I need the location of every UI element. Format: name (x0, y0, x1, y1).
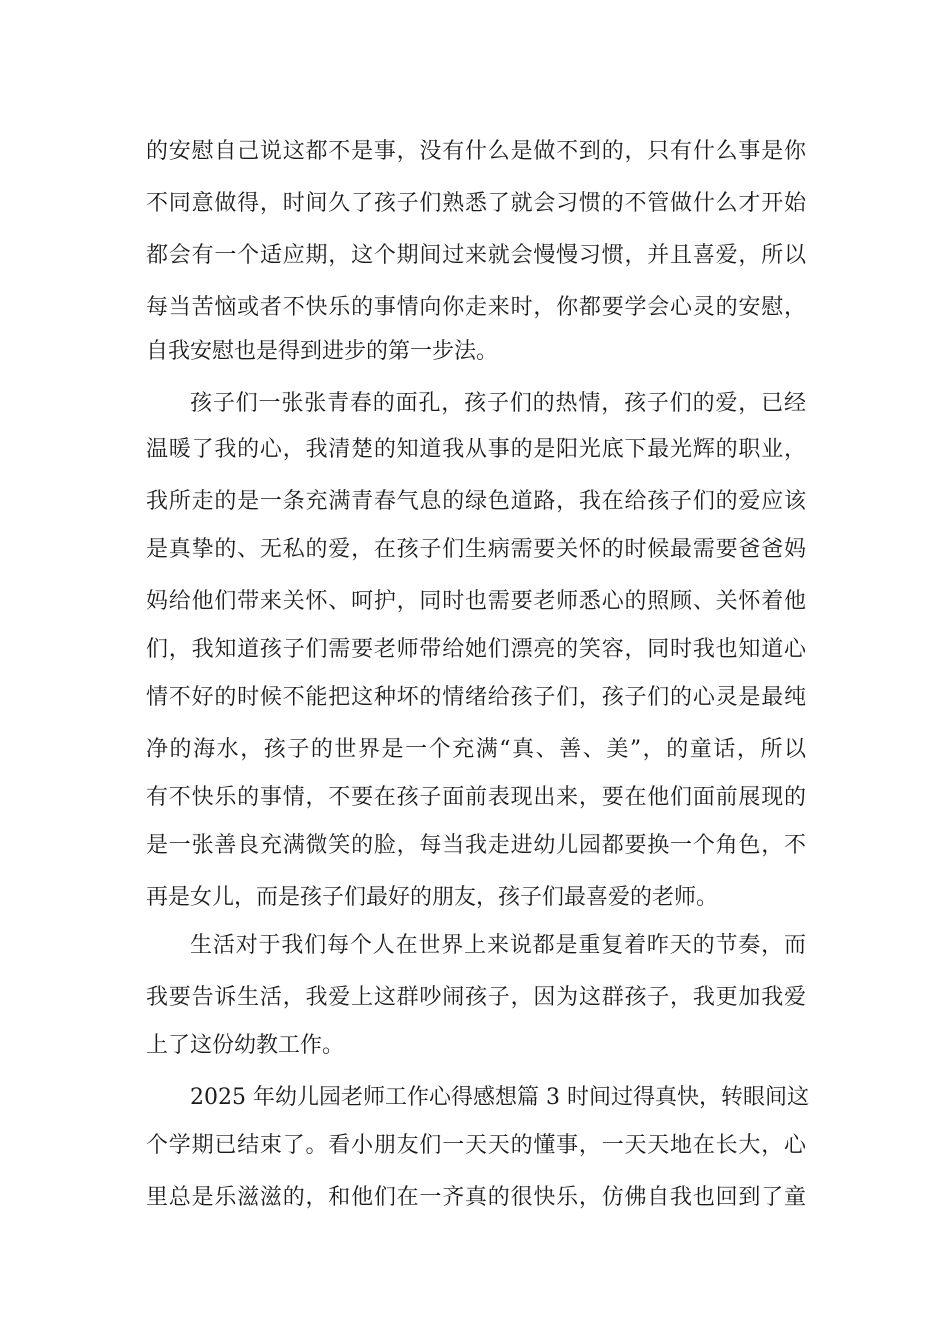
text-line: 上了这份幼教工作。 (146, 1033, 345, 1058)
text-line: 再是女儿，而是孩子们最好的朋友，孩子们最喜爱的老师。 (146, 885, 719, 910)
text-line: 不同意做得，时间久了孩子们熟悉了就会习惯的不管做什么才开始 (146, 191, 806, 216)
text-line: 都会有一个适应期，这个期间过来就会慢慢习惯，并且喜爱，所以 (146, 243, 806, 268)
text-line: 的安慰自己说这都不是事，没有什么是做不到的，只有什么事是你 (146, 139, 806, 164)
text-line: 有不快乐的事情，不要在孩子面前表现出来，要在他们面前展现的 (146, 785, 806, 810)
text-line: 是一张善良充满微笑的脸，每当我走进幼儿园都要换一个角色，不 (146, 833, 806, 858)
text-line: 温暖了我的心，我清楚的知道我从事的是阳光底下最光辉的职业， (146, 437, 806, 462)
text-line: 我所走的是一条充满青春气息的绿色道路，我在给孩子们的爱应该 (146, 489, 806, 514)
paragraph-first-line: 2025 年幼儿园老师工作心得感想篇 3 时间过得真快，转眼间这 (190, 1085, 809, 1110)
text-line: 个学期已结束了。看小朋友们一天天的懂事，一天天地在长大，心 (146, 1133, 806, 1158)
text-line: 是真挚的、无私的爱，在孩子们生病需要关怀的时候最需要爸爸妈 (146, 537, 806, 562)
text-line: 每当苦恼或者不快乐的事情向你走来时，你都要学会心灵的安慰， (146, 295, 806, 320)
text-line: 妈给他们带来关怀、呵护，同时也需要老师悉心的照顾、关怀着他 (146, 589, 806, 614)
paragraph-first-line: 生活对于我们每个人在世界上来说都是重复着昨天的节奏，而 (190, 933, 806, 958)
text-line: 净的海水，孩子的世界是一个充满“真、善、美”，的童话，所以 (146, 737, 806, 762)
paragraph-first-line: 孩子们一张张青春的面孔，孩子们的热情，孩子们的爱，已经 (190, 391, 806, 416)
text-line: 自我安慰也是得到进步的第一步法。 (146, 339, 499, 364)
text-line: 们，我知道孩子们需要老师带给她们漂亮的笑容，同时我也知道心 (146, 637, 806, 662)
text-line: 情不好的时候不能把这种坏的情绪给孩子们，孩子们的心灵是最纯 (146, 685, 806, 710)
text-line: 里总是乐滋滋的，和他们在一齐真的很快乐，仿佛自我也回到了童 (146, 1185, 806, 1210)
text-line: 我要告诉生活，我爱上这群吵闹孩子，因为这群孩子，我更加我爱 (146, 985, 806, 1010)
